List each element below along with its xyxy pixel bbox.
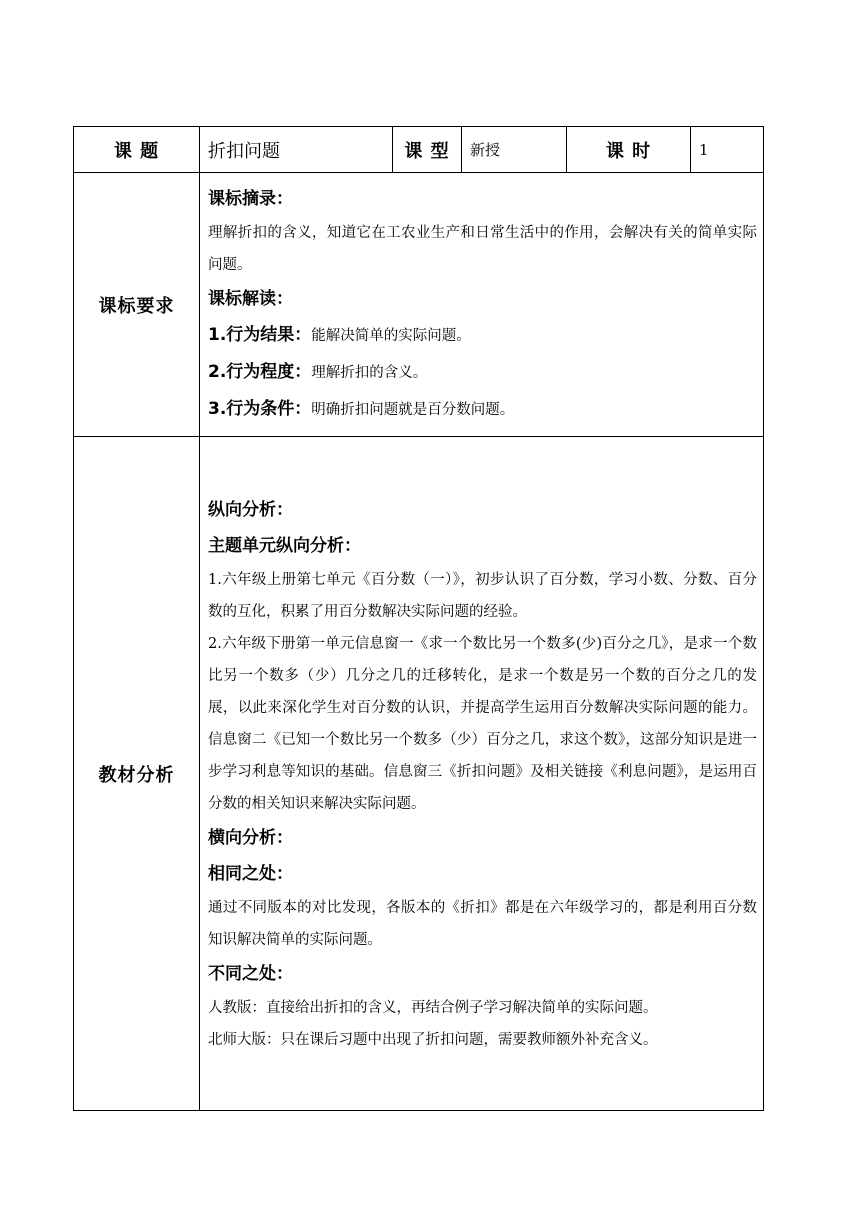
vertical-paragraph-2: 2.六年级下册第一单元信息窗一《求一个数比另一个数多(少)百分之几》，是求一个数比另一个数多（少）几分之几的迁移转化，是求一个数是另一个数的百分之几的发展，以此来深化学生对百分数的认识，并提高学生运用百分数解决实际问题的能力。信息窗二《已知一个数比另一个数多（少）百分之几，求这个数》，这部分知识是进一步学习利息等知识的基础。信息窗三《折扣问题》及相关链接《利息问题》，是运用百分数的相关知识来解决实际问题。 (208, 635, 757, 812)
interp-item (208, 391, 757, 428)
diff-item-2: 北师大版：只在课后习题中出现了折扣问题，需要教师额外补充含义。 (208, 1031, 658, 1048)
interp-heading: 课标解读： (208, 289, 293, 309)
interp-item-title: 2.行为程度： (208, 362, 312, 382)
interp-item-title: 1.行为结果： (208, 325, 312, 345)
standard-label: 课标要求 (74, 173, 200, 437)
horizontal-heading: 横向分析： (208, 827, 293, 848)
interp-item-text: 明确折扣问题就是百分数问题。 (311, 402, 515, 418)
topic-label: 课 题 (74, 127, 200, 173)
topic-value: 折扣问题 (200, 127, 393, 173)
material-content (200, 437, 764, 1111)
hours-value: 1 (691, 127, 764, 173)
lesson-plan-table (73, 126, 764, 1111)
excerpt-text: 理解折扣的含义，知道它在工农业生产和日常生活中的作用，会解决有关的简单实际问题。 (208, 225, 757, 273)
type-value: 新授 (462, 127, 567, 173)
diff-item-1: 人教版：直接给出折扣的含义，再结合例子学习解决简单的实际问题。 (208, 999, 658, 1016)
excerpt-heading: 课标摘录： (208, 189, 293, 209)
interp-item (208, 317, 757, 354)
interp-item-title: 3.行为条件： (208, 399, 312, 419)
header-row (74, 127, 764, 173)
hours-label: 课 时 (567, 127, 691, 173)
unit-heading: 主题单元纵向分析： (208, 535, 361, 556)
standard-row (74, 173, 764, 437)
diff-heading: 不同之处： (208, 963, 293, 984)
vertical-heading: 纵向分析： (208, 499, 293, 520)
same-heading: 相同之处： (208, 863, 293, 884)
material-row (74, 437, 764, 1111)
type-label: 课 型 (393, 127, 462, 173)
interp-item-text: 理解折扣的含义。 (311, 365, 428, 381)
same-text: 通过不同版本的对比发现，各版本的《折扣》都是在六年级学习的，都是利用百分数知识解决简单的实际问题。 (208, 899, 757, 948)
interp-item (208, 354, 757, 391)
interp-item-text: 能解决简单的实际问题。 (311, 328, 471, 344)
vertical-paragraph-1: 1.六年级上册第七单元《百分数（一）》，初步认识了百分数，学习小数、分数、百分数的互化，积累了用百分数解决实际问题的经验。 (208, 571, 757, 620)
material-label: 教材分析 (74, 437, 200, 1111)
standard-content (200, 173, 764, 437)
